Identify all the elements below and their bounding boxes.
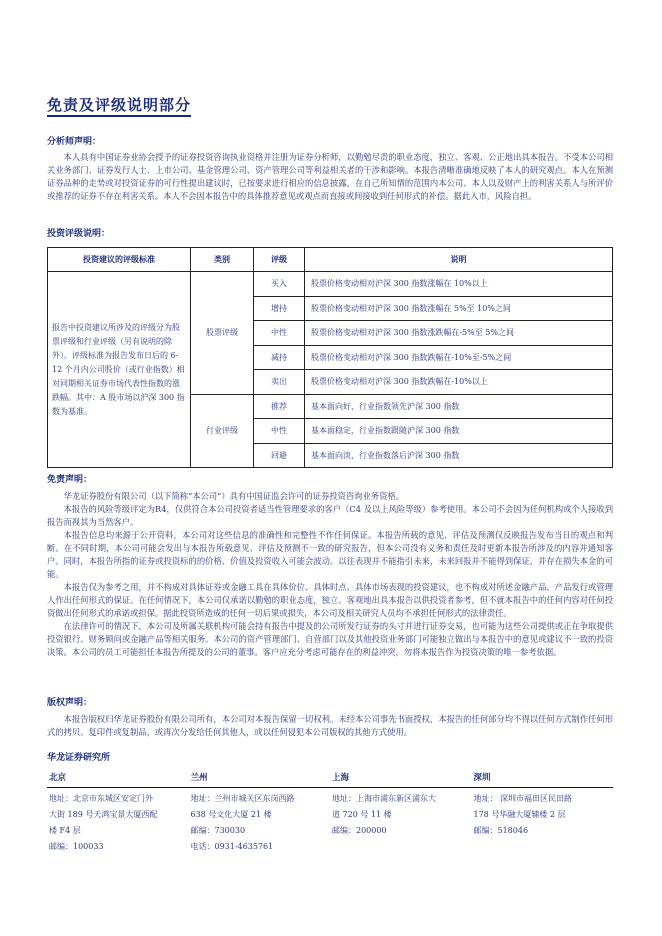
analyst-heading: 分析师声明： bbox=[47, 137, 102, 147]
copyright-heading: 版权声明： bbox=[47, 698, 93, 708]
column-header: 评级 bbox=[254, 248, 305, 272]
desc-cell: 股票价格变动相对沪深 300 指数跌幅在-10%以上 bbox=[305, 370, 613, 395]
office-city: 兰州 bbox=[190, 773, 208, 783]
disclaimer-text: 华龙证券股份有限公司（以下简称“本公司”）具有中国证监会许可的证券投资咨询业务资格。 本报告的风险等级评定为R4，仅供符合本公司投资者适当性管理要求的客户（C4 及以上风险等级）参考使用。本公司不会因为任何机构或个人接收到报告而视其为当然客户。 本报告信息均来源于公开资料，本公司对这些信息的准确性和完整性不作任何保证。本报告所载的意见、评估及预测仅反映报告发布当日的观点和判断。在不同时期，本公司可能会发出与本报告所载意见、评估及预测不一致的研究报告，但本公司没有义务和责任及时更新本报告所涉及的内容并通知客户。同时，本报告所指的证券或投资标的的价格、价值及投资收入可能会波动。以往表现并不能指引未来，未来回报并不能得到保证，并存在损失本金的可能。 本报告仅为参考之用，并不构成对具体证券或金融工具在具体价位、具体时点、具体市场表现的投资建议，也不构成对所述金融产品、产品发行或管理人作出任何形式的保证。在任何情况下，本公司仅承诺以勤勉的职业态度，独立、客观地出具本报告以供投资者参考，但不就本报告中的任何内容对任何投资做出任何形式的承诺或担保。据此投资所造成的任何一切后果或损失，本公司及相关研究人员均不承担任何形式的法律责任。 在法律许可的情况下，本公司及所属关联机构可能会持有报告中提及的公司所发行证券的头寸并进行证券交易，也可能为这些公司提供或正在争取提供投资银行、财务顾问或金融产品等相关服务。本公司的资产管理部门、自营部门以及其他投资业务部门可能独立做出与本报告中的意见或建议不一致的投资决策。本公司的员工可能担任本报告所提及的公司的董事。客户应充分考虑可能存在的利益冲突，勿将本报告作为投资决策的唯一参考依据。 bbox=[47, 491, 613, 657]
office-shenzhen: 地址： 深圳市福田区民田路 178 号华融大厦辅楼 2 层 邮编：518046 bbox=[473, 794, 573, 835]
rating-table bbox=[47, 247, 613, 468]
office-city: 上海 bbox=[332, 773, 350, 783]
desc-cell: 基本面稳定，行业指数跟随沪深 300 指数 bbox=[305, 419, 613, 444]
office-lanzhou: 地址：兰州市城关区东岗西路 638 号文化大厦 21 楼 邮编：730030 电话：0931-4635761 bbox=[190, 794, 295, 851]
desc-cell: 股票价格变动相对沪深 300 指数涨幅在 10%以上 bbox=[305, 272, 613, 297]
office-details-row bbox=[47, 788, 613, 855]
column-header: 投资建议的评级标准 bbox=[48, 248, 191, 272]
analyst-statement: 本人具有中国证券业协会授予的证券投资咨询执业资格并注册为证券分析师，以勤勉尽责的职业态度，独立、客观、公正地出具本报告。不受本公司相关业务部门、证券发行人士、上市公司、基金管理公司、资产管理公司等利益相关者的干涉和影响。本报告清晰准确地反映了本人的研究观点。本人在预测证券品种的走势或对投资证券的可行性提出建议时，已按要求进行相应的信息披露，在自己所知情的范围内本公司、本人以及财产上的利害关系人与所评价或推荐的证券不存在利害关系。本人不会因本报告中的具体推荐意见或观点而直接或间接收到任何形式的补偿。据此入市，风险自担。 bbox=[47, 152, 613, 201]
desc-cell: 股票价格变动相对沪深 300 指数跌幅在-10%至-5%之间 bbox=[305, 345, 613, 370]
table-row bbox=[48, 272, 613, 297]
rating-standard-text: 报告中投资建议所涉及的评级分为股票评级和行业评级（另有说明的除外）。评级标准为报告发布日后的 6-12 个月内公司股价（或行业指数）相对同期相关证券市场代表性指数的涨跌幅。其中：A 股市场以沪深 300 指数为基准。 bbox=[48, 272, 191, 468]
institute-heading: 华龙证券研究所 bbox=[47, 753, 111, 763]
office-table bbox=[47, 771, 613, 855]
office-shanghai: 地址：上海市浦东新区浦东大 道 720 号 11 楼 邮编：200000 bbox=[332, 794, 436, 835]
grade-cell: 回避 bbox=[254, 443, 305, 468]
category-cell: 股票评级 bbox=[191, 272, 254, 395]
grade-cell: 中性 bbox=[254, 321, 305, 346]
page-title: 免责及评级说明部分 bbox=[47, 96, 191, 117]
office-beijing: 地址：北京市东城区安定门外 大街 189 号天鸿宝景大厦西配 楼 F4 层 邮编：100033 bbox=[49, 794, 158, 851]
desc-cell: 基本面向淡，行业指数落后沪深 300 指数 bbox=[305, 443, 613, 468]
grade-cell: 推荐 bbox=[254, 394, 305, 419]
grade-cell: 卖出 bbox=[254, 370, 305, 395]
office-city: 深圳 bbox=[473, 773, 491, 783]
grade-cell: 减持 bbox=[254, 345, 305, 370]
office-city: 北京 bbox=[49, 773, 67, 783]
column-header: 说明 bbox=[305, 248, 613, 272]
table-header-row bbox=[48, 248, 613, 272]
desc-cell: 股票价格变动相对沪深 300 指数涨幅在 5%至 10%之间 bbox=[305, 296, 613, 321]
copyright-text: 本报告版权归华龙证券股份有限公司所有，本公司对本报告保留一切权利。未经本公司事先书面授权，本报告的任何部分均不得以任何方式制作任何形式的拷贝、复印件或复制品，或再次分发给任何其他人，或以任何侵犯本公司版权的其他方式使用。 bbox=[47, 714, 613, 737]
grade-cell: 买入 bbox=[254, 272, 305, 297]
grade-cell: 中性 bbox=[254, 419, 305, 444]
desc-cell: 基本面向好，行业指数领先沪深 300 指数 bbox=[305, 394, 613, 419]
column-header: 类别 bbox=[191, 248, 254, 272]
category-cell: 行业评级 bbox=[191, 394, 254, 468]
desc-cell: 股票价格变动相对沪深 300 指数涨跌幅在-5%至 5%之间 bbox=[305, 321, 613, 346]
grade-cell: 增持 bbox=[254, 296, 305, 321]
disclaimer-heading: 免责声明： bbox=[47, 475, 93, 485]
rating-heading: 投资评级说明： bbox=[47, 229, 111, 239]
office-header-row bbox=[47, 771, 613, 788]
